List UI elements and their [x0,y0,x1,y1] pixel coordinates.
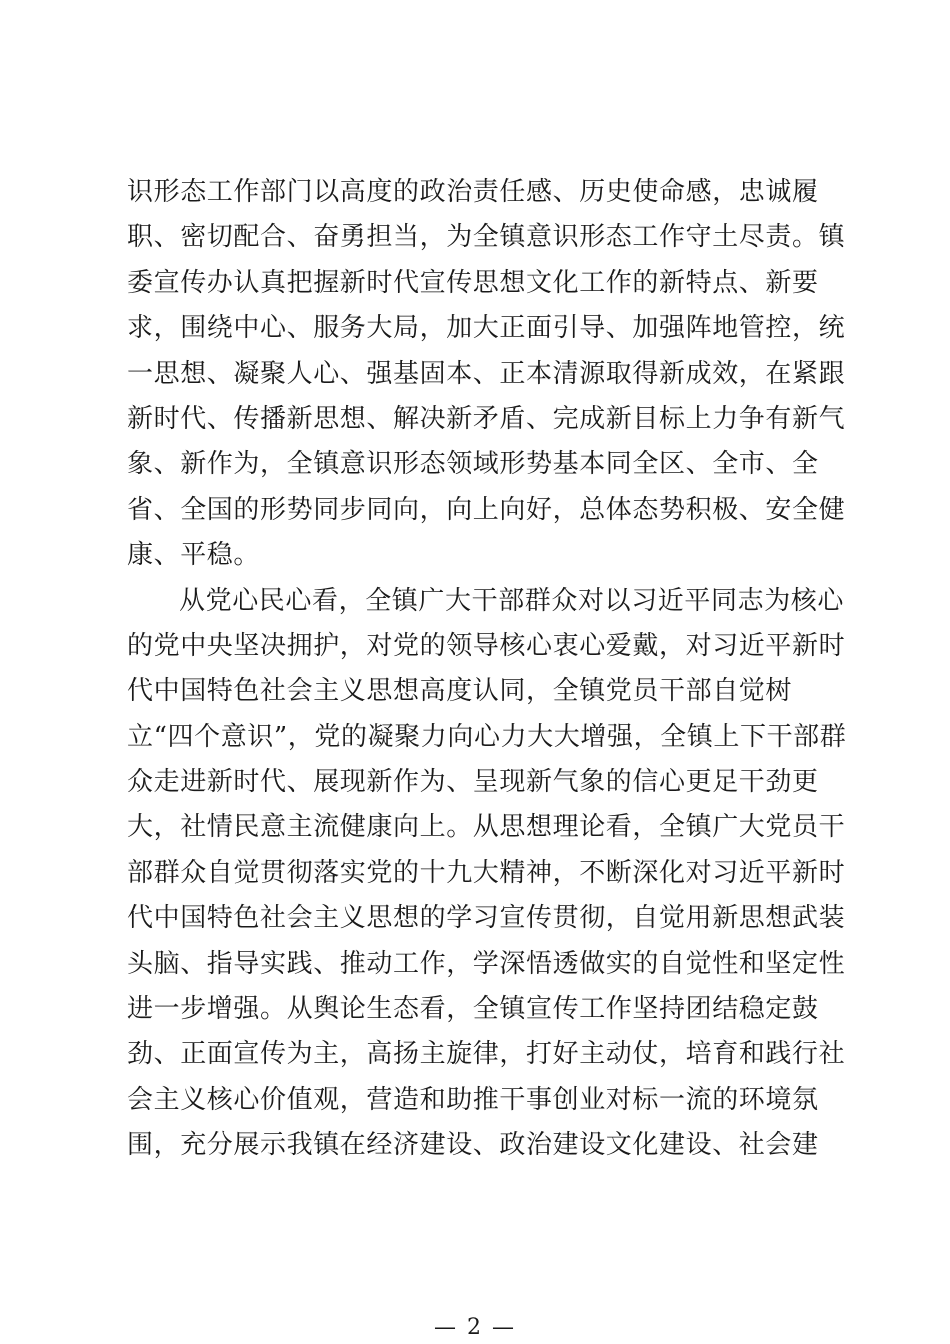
page-number: — 2 — [434,1315,516,1340]
text-line: 委宣传办认真把握新时代宣传思想文化工作的新特点、新要 [127,267,819,298]
text-line: 大，社情民意主流健康向上。从思想理论看，全镇广大党员干 [127,812,846,843]
text-line: 职、密切配合、奋勇担当，为全镇意识形态工作守土尽责。镇 [127,222,846,253]
body-text [127,170,847,1169]
text-line: 象、新作为，全镇意识形态领域形势基本同全区、全市、全 [127,449,819,480]
text-line: 围，充分展示我镇在经济建设、政治建设文化建设、社会建 [127,1130,819,1161]
text-line: 代中国特色社会主义思想的学习宣传贯彻，自觉用新思想武装 [127,903,846,934]
text-line: 部群众自觉贯彻落实党的十九大精神，不断深化对习近平新时 [127,857,846,888]
text-line: 众走进新时代、展现新作为、呈现新气象的信心更足干劲更 [127,767,819,798]
text-line: 新时代、传播新思想、解决新矛盾、完成新目标上力争有新气 [127,403,846,434]
text-line: 立“四个意识”，党的凝聚力向心力大大增强，全镇上下干部群 [127,721,847,752]
text-line: 头脑、指导实践、推动工作，学深悟透做实的自觉性和坚定性 [127,948,846,979]
text-line: 一思想、凝聚人心、强基固本、正本清源取得新成效，在紧跟 [127,358,846,389]
text-line: 求，围绕中心、服务大局，加大正面引导、加强阵地管控，统 [127,313,846,344]
paragraph-start-line: 从党心民心看，全镇广大干部群众对以习近平同志为核心 [179,585,845,616]
text-line: 会主义核心价值观，营造和助推干事创业对标一流的环境氛 [127,1084,819,1115]
text-line: 代中国特色社会主义思想高度认同，全镇党员干部自觉树 [127,676,793,707]
text-line: 识形态工作部门以高度的政治责任感、历史使命感，忠诚履 [127,177,819,207]
text-line: 进一步增强。从舆论生态看，全镇宣传工作坚持团结稳定鼓 [127,994,819,1025]
text-line: 省、全国的形势同步同向，向上向好，总体态势积极、安全健 [127,494,846,525]
text-line: 康、平稳。 [127,540,261,571]
text-line: 劲、正面宣传为主，高扬主旋律，打好主动仗，培育和践行社 [127,1039,846,1070]
text-line: 的党中央坚决拥护，对党的领导核心衷心爱戴，对习近平新时 [127,630,846,661]
